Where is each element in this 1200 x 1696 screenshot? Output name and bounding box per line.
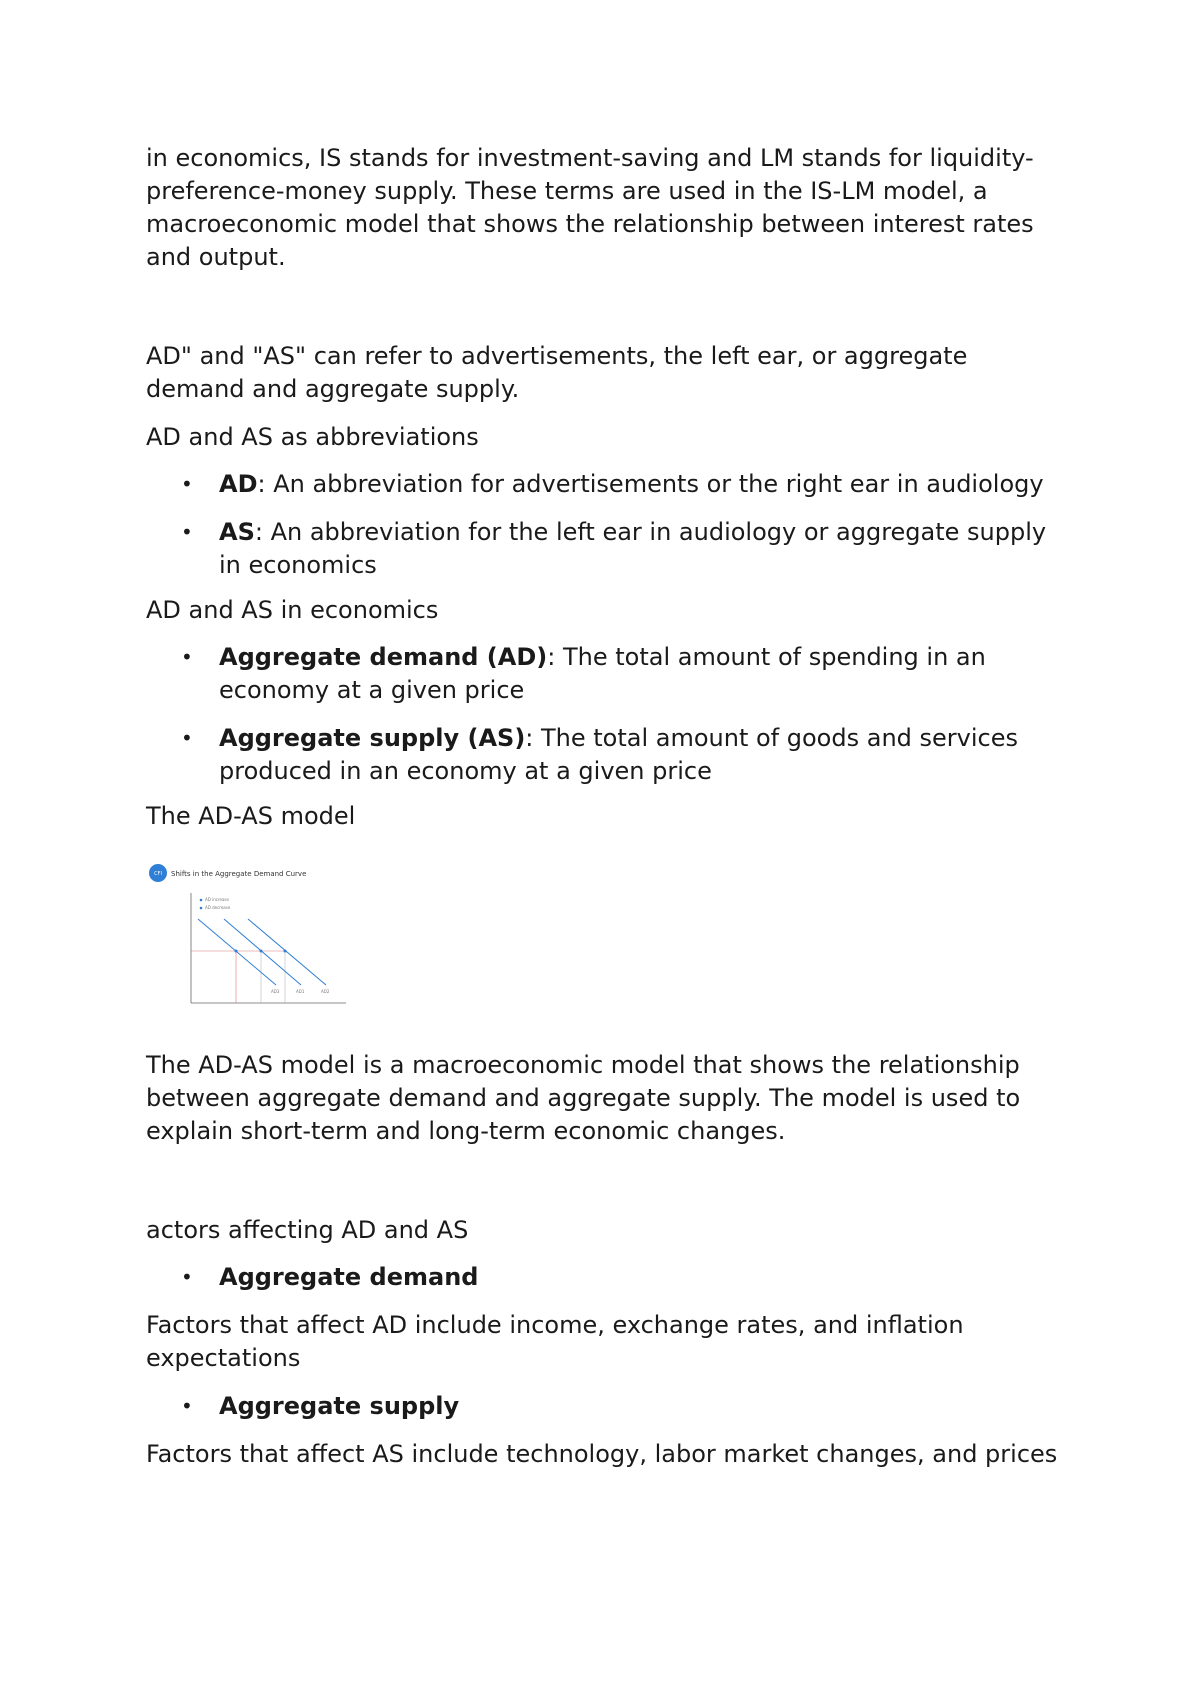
legend-label: AD decrease (205, 905, 231, 910)
equilibrium-point (284, 950, 287, 953)
figure-title: Shifts in the Aggregate Demand Curve (171, 870, 307, 878)
term-label: AD (219, 470, 258, 498)
factor-label: Aggregate supply (219, 1392, 460, 1420)
document-body (146, 142, 1066, 1471)
intro-paragraph: in economics, IS stands for investment-saving and LM stands for liquidity-preference-money supply. These terms are used in the IS-LM model, a macroeconomic model that shows the relationship between interest rates and output. (146, 144, 1034, 271)
bullet-icon: • (181, 1265, 193, 1289)
economics-list (146, 641, 1066, 788)
ad-as-intro-paragraph: AD" and "AS" can refer to advertisements, the left ear, or aggregate demand and aggregate supply. (146, 342, 968, 403)
term-definition: : The total amount of goods and services produced in an economy at a given price (219, 724, 1018, 785)
list-item (146, 516, 1066, 582)
term-label: AS (219, 518, 255, 546)
list-item (146, 1261, 1066, 1294)
factors-ad-list (146, 1261, 1066, 1294)
factor-as-paragraph: Factors that affect AS include technology, labor market changes, and prices (146, 1440, 1058, 1468)
term-label: Aggregate demand (AD) (219, 643, 548, 671)
list-item (146, 468, 1066, 501)
ad-shift-figure (146, 863, 368, 1021)
curve-label: AD1 (296, 989, 305, 994)
bullet-icon: • (181, 726, 193, 750)
term-definition: : An abbreviation for advertisements or the right ear in audiology (257, 470, 1044, 498)
figure-background (146, 863, 368, 1021)
economics-heading: AD and AS in economics (146, 596, 439, 624)
factors-heading: actors affecting AD and AS (146, 1216, 469, 1244)
bullet-icon: • (181, 645, 193, 669)
model-heading: The AD-AS model (146, 802, 356, 830)
equilibrium-point (235, 950, 238, 953)
curve-label: AD3 (271, 989, 280, 994)
factor-ad-paragraph: Factors that affect AD include income, exchange rates, and inflation expectations (146, 1311, 964, 1372)
legend-marker-icon (200, 907, 203, 910)
list-item (146, 1390, 1066, 1423)
term-definition: : An abbreviation for the left ear in audiology or aggregate supply in economics (219, 518, 1047, 579)
bullet-icon: • (181, 1394, 193, 1418)
term-definition: : The total amount of spending in an economy at a given price (219, 643, 986, 704)
model-paragraph: The AD-AS model is a macroeconomic model that shows the relationship between aggregate demand and aggregate supply. The model is used to explain short-term and long-term economic changes. (146, 1051, 1021, 1145)
term-label: Aggregate supply (AS) (219, 724, 526, 752)
bullet-icon: • (181, 520, 193, 544)
equilibrium-point (260, 950, 263, 953)
bullet-icon: • (181, 472, 193, 496)
list-item (146, 641, 1066, 707)
list-item (146, 722, 1066, 788)
abbreviations-list (146, 468, 1066, 582)
factor-label: Aggregate demand (219, 1263, 479, 1291)
curve-label: AD2 (321, 989, 330, 994)
legend-label: AD increase (205, 897, 229, 902)
abbreviations-heading: AD and AS as abbreviations (146, 423, 479, 451)
logo-text: CFI (154, 871, 162, 877)
factors-as-list (146, 1390, 1066, 1423)
ad-shift-chart (146, 863, 368, 1021)
legend-marker-icon (200, 899, 203, 902)
